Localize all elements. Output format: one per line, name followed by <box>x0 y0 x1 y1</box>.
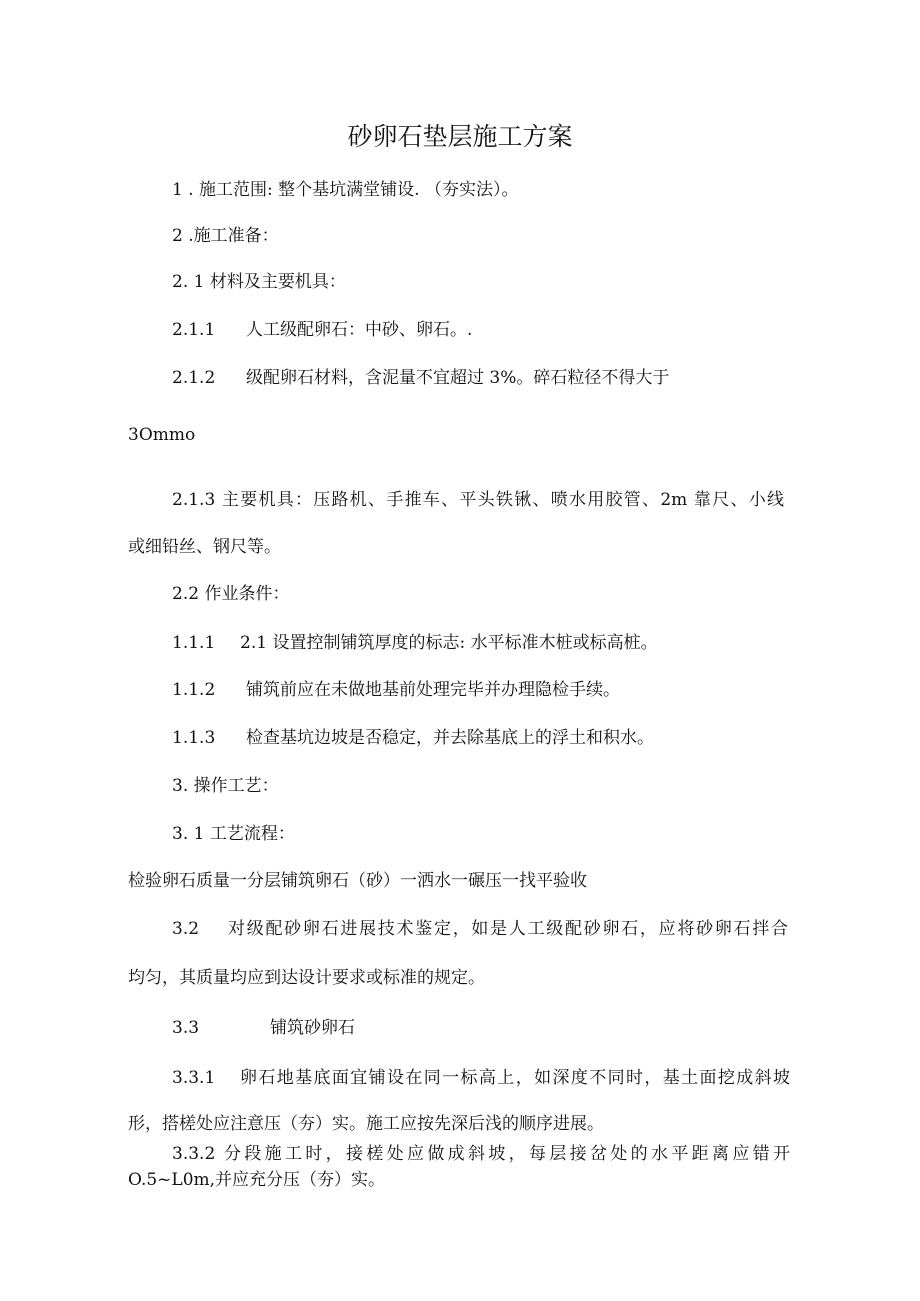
paragraph-2-1-2: 级配卵石材料，含泥量不宜超过 3%。碎石粒径不得大于 <box>246 368 670 388</box>
paragraph-1-1-2: 铺筑前应在未做地基前处理完毕并办理隐检手续。 <box>246 680 620 700</box>
paragraph-work-conditions: 2.2 作业条件： <box>172 584 290 604</box>
paragraph-2-1-3: 2.1.3 主要机具：压路机、手推车、平头铁锹、喷水用胶管、2m 靠尺、小线 <box>172 490 784 510</box>
paragraph-process-flow: 检验卵石质量一分层铺筑卵石（砂）一洒水一碾压一找平验收 <box>128 871 587 891</box>
paragraph-operation-process: 3. 操作工艺： <box>172 776 279 796</box>
section-number: 2.1.2 <box>172 368 216 388</box>
paragraph-preparation: 2 .施工准备： <box>172 226 279 246</box>
paragraph-materials-heading: 2. 1 材料及主要机具： <box>172 272 346 292</box>
paragraph-3-2: 对级配砂卵石进展技术鉴定，如是人工级配砂卵石，应将砂卵石拌合 <box>228 919 788 939</box>
section-number: 3.2 <box>172 919 200 939</box>
paragraph-2-1-1: 人工级配卵石：中砂、卵石。. <box>246 320 473 340</box>
paragraph-3-2-continued: 均匀，其质量均应到达设计要求或标准的规定。 <box>128 968 485 988</box>
document-title: 砂卵石垫层施工方案 <box>347 122 573 151</box>
paragraph-1-1-3: 检查基坑边坡是否稳定，并去除基底上的浮土和积水。 <box>246 728 654 748</box>
paragraph-2-1-2-continued: 3Ommo <box>128 425 196 445</box>
paragraph-3-3-1-continued: 形，搭槎处应注意压（夯）实。施工应按先深后浅的顺序进展。 <box>128 1114 604 1134</box>
section-number: 1.1.3 <box>172 728 216 748</box>
section-number: 1.1.2 <box>172 680 216 700</box>
section-number: 1.1.1 <box>172 633 216 653</box>
section-number: 3.3 <box>172 1018 200 1038</box>
section-number: 2.1.1 <box>172 320 216 340</box>
paragraph-1-1-1: 2.1 设置控制铺筑厚度的标志: 水平标准木桩或标高桩。 <box>240 633 658 653</box>
paragraph-3-3-2-continued: O.5~L0m,并应充分压（夯）实。 <box>128 1170 386 1190</box>
paragraph-3-3-2: 3.3.2 分段施工时，接槎处应做成斜坡，每层接岔处的水平距离应错开 <box>172 1144 790 1164</box>
section-number: 3.3.1 <box>172 1068 216 1088</box>
paragraph-scope: 1 . 施工范围: 整个基坑满堂铺设. （夯实法）。 <box>172 180 519 200</box>
paragraph-3-3: 铺筑砂卵石 <box>270 1018 355 1038</box>
paragraph-2-1-3-continued: 或细铅丝、钢尺等。 <box>128 537 281 557</box>
paragraph-3-3-1: 卵石地基底面宜铺设在同一标高上，如深度不同时，基土面挖成斜坡 <box>240 1068 790 1088</box>
paragraph-process-flow-heading: 3. 1 工艺流程： <box>172 824 295 844</box>
